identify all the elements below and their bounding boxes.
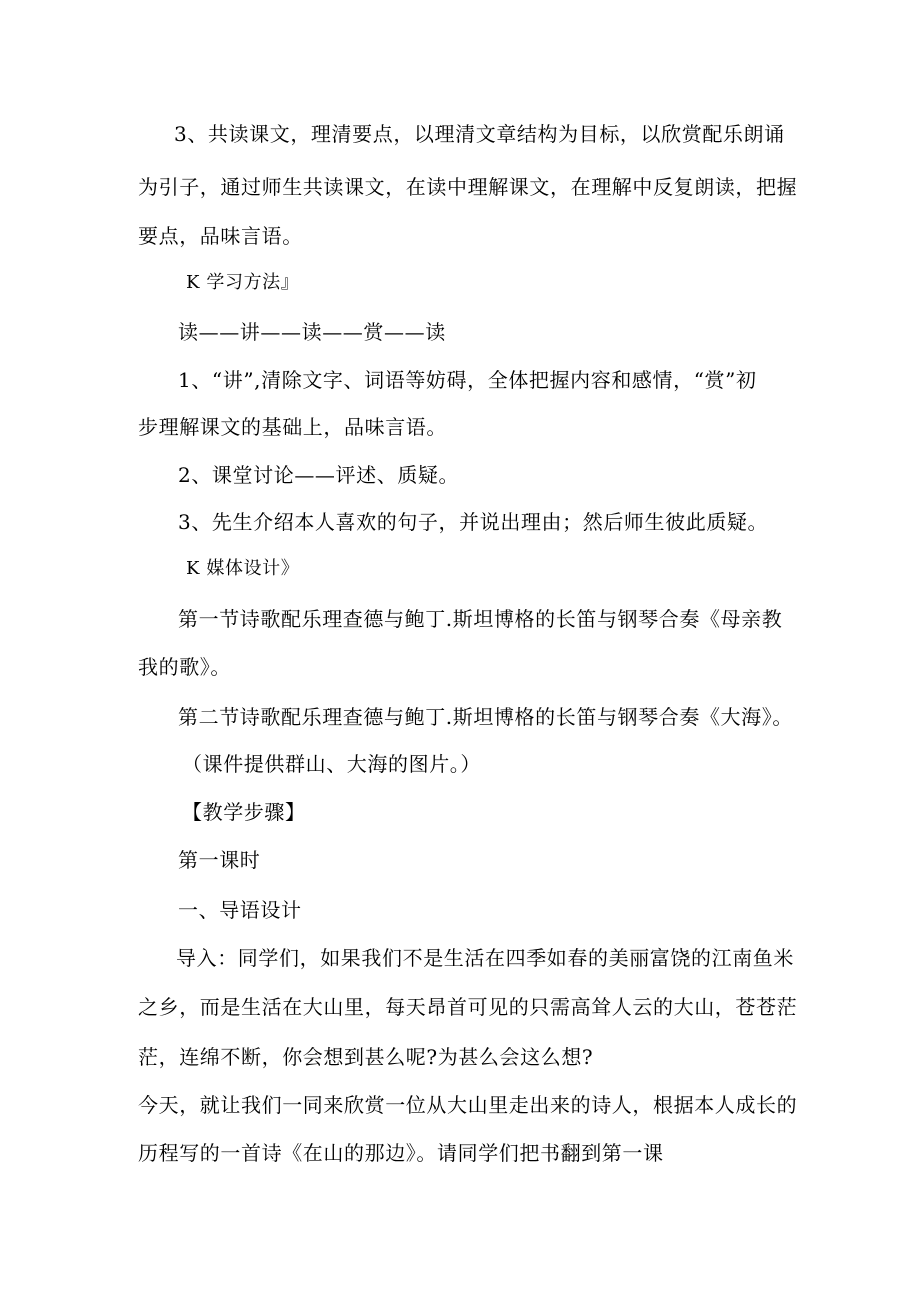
paragraph-line: 历程写的一首诗《在山的那边》。请同学们把书翻到第一课 bbox=[138, 1141, 664, 1165]
paragraph-line: 一、导语设计 bbox=[178, 898, 302, 922]
paragraph-line: 导入：同学们，如果我们不是生活在四季如春的美丽富饶的江南鱼米 bbox=[176, 946, 794, 970]
paragraph-line: 我的歌》。 bbox=[138, 655, 231, 679]
paragraph-line: 读——讲——读——赏——读 bbox=[178, 320, 446, 344]
paragraph-line: 要点，品味言语。 bbox=[138, 224, 303, 248]
paragraph-line: 2、课堂讨论——评述、质疑。 bbox=[178, 463, 460, 487]
paragraph-line: 3、先生介绍本人喜欢的句子，并说出理由；然后师生彼此质疑。 bbox=[178, 510, 769, 534]
paragraph-line: 步理解课文的基础上，品味言语。 bbox=[138, 415, 447, 439]
paragraph-line: 1、“讲”,清除文字、词语等妨碍，全体把握内容和感情，“赏”初 bbox=[178, 368, 757, 392]
paragraph-line: 3、共读课文，理清要点，以理清文章结构为目标，以欣赏配乐朗诵 bbox=[174, 122, 785, 146]
section-heading-learning-method: K 学习方法』 bbox=[186, 272, 300, 293]
paragraph-line: 今天，就让我们一同来欣赏一位从大山里走出来的诗人，根据本人成长的 bbox=[138, 1093, 798, 1117]
paragraph-line: 第一节诗歌配乐理查德与鲍丁.斯坦博格的长笛与钢琴合奏《母亲教 bbox=[178, 607, 783, 631]
section-heading-teaching-steps: 【教学步骤】 bbox=[182, 800, 306, 824]
paragraph-line: （课件提供群山、大海的图片。） bbox=[182, 752, 481, 776]
paragraph-line: 之乡，而是生活在大山里，每天昂首可见的只需高耸人云的大山，苍苍茫 bbox=[138, 995, 798, 1019]
paragraph-line: 为引子，通过师生共读课文，在读中理解课文，在理解中反复朗读，把握 bbox=[138, 175, 798, 199]
paragraph-line: 第一课时 bbox=[178, 848, 261, 872]
paragraph-line: 茫，连绵不断，你会想到甚么呢?为甚么会这么想? bbox=[138, 1045, 594, 1069]
paragraph-line: 第二节诗歌配乐理查德与鲍丁.斯坦博格的长笛与钢琴合奏《大海》。 bbox=[178, 705, 793, 729]
section-heading-media-design: K 媒体设计》 bbox=[186, 558, 300, 579]
